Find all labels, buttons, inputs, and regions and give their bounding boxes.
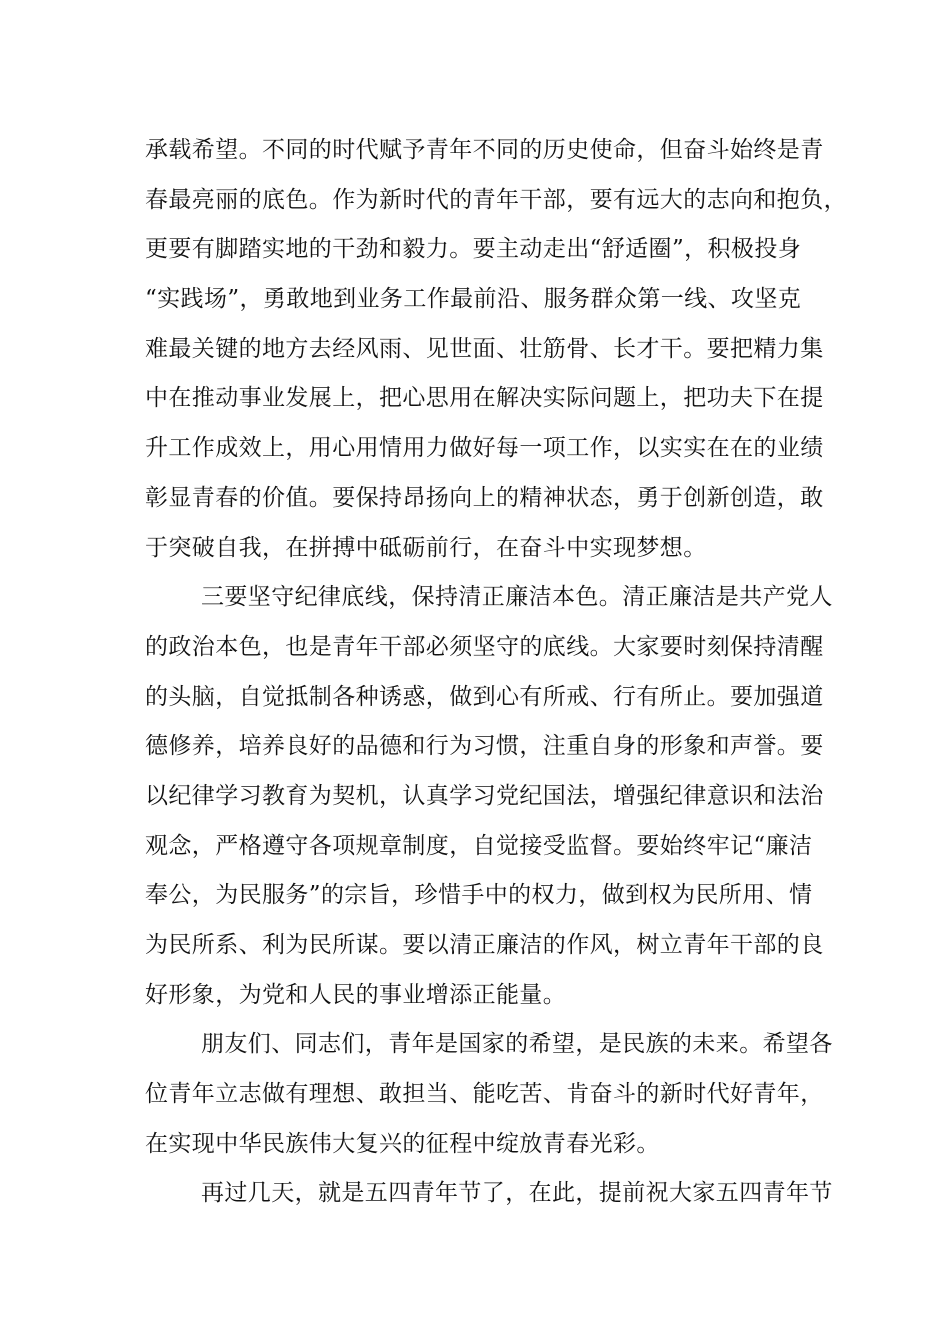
text-line: 难最关键的地方去经风雨、见世面、壮筋骨、长才干。要把精力集 (145, 335, 824, 362)
paragraph-start-line: 再过几天，就是五四青年节了，在此，提前祝大家五四青年节 (201, 1180, 833, 1207)
text-line: 的政治本色，也是青年干部必须坚守的底线。大家要时刻保持清醒 (145, 633, 824, 660)
paragraph-start-line: 朋友们、同志们，青年是国家的希望，是民族的未来。希望各 (201, 1031, 833, 1058)
paragraph-start-line: 三要坚守纪律底线，保持清正廉洁本色。清正廉洁是共产党人 (201, 584, 833, 611)
text-line: 位青年立志做有理想、敢担当、能吃苦、肯奋斗的新时代好青年， (145, 1081, 824, 1108)
text-line: 中在推动事业发展上，把心思用在解决实际问题上，把功夫下在提 (145, 385, 824, 412)
text-line: 的头脑，自觉抵制各种诱惑，做到心有所戒、行有所止。要加强道 (145, 683, 824, 710)
body-text (145, 126, 847, 1219)
text-line: 更要有脚踏实地的干劲和毅力。要主动走出“舒适圈”，积极投身 (145, 236, 802, 263)
text-line: “实践场”，勇敢地到业务工作最前沿、服务群众第一线、攻坚克 (145, 286, 802, 313)
text-line: 奉公，为民服务”的宗旨，珍惜手中的权力，做到权为民所用、情 (145, 882, 813, 909)
text-line: 升工作成效上，用心用情用力做好每一项工作，以实实在在的业绩 (145, 435, 824, 462)
text-line: 以纪律学习教育为契机，认真学习党纪国法，增强纪律意识和法治 (145, 782, 824, 809)
text-line: 在实现中华民族伟大复兴的征程中绽放青春光彩。 (145, 1130, 660, 1157)
text-line: 好形象，为党和人民的事业增添正能量。 (145, 981, 567, 1008)
text-line: 彰显青春的价值。要保持昂扬向上的精神状态，勇于创新创造，敢 (145, 484, 824, 511)
text-line: 观念，严格遵守各项规章制度，自觉接受监督。要始终牢记“廉洁 (145, 832, 813, 859)
text-line: 承载希望。不同的时代赋予青年不同的历史使命，但奋斗始终是青 (145, 137, 824, 163)
text-line: 于突破自我，在拼搏中砥砺前行，在奋斗中实现梦想。 (145, 534, 707, 561)
text-line: 德修养，培养良好的品德和行为习惯，注重自身的形象和声誉。要 (145, 733, 824, 760)
text-line: 为民所系、利为民所谋。要以清正廉洁的作风，树立青年干部的良 (145, 932, 824, 958)
text-line: 春最亮丽的底色。作为新时代的青年干部，要有远大的志向和抱负， (145, 186, 847, 213)
